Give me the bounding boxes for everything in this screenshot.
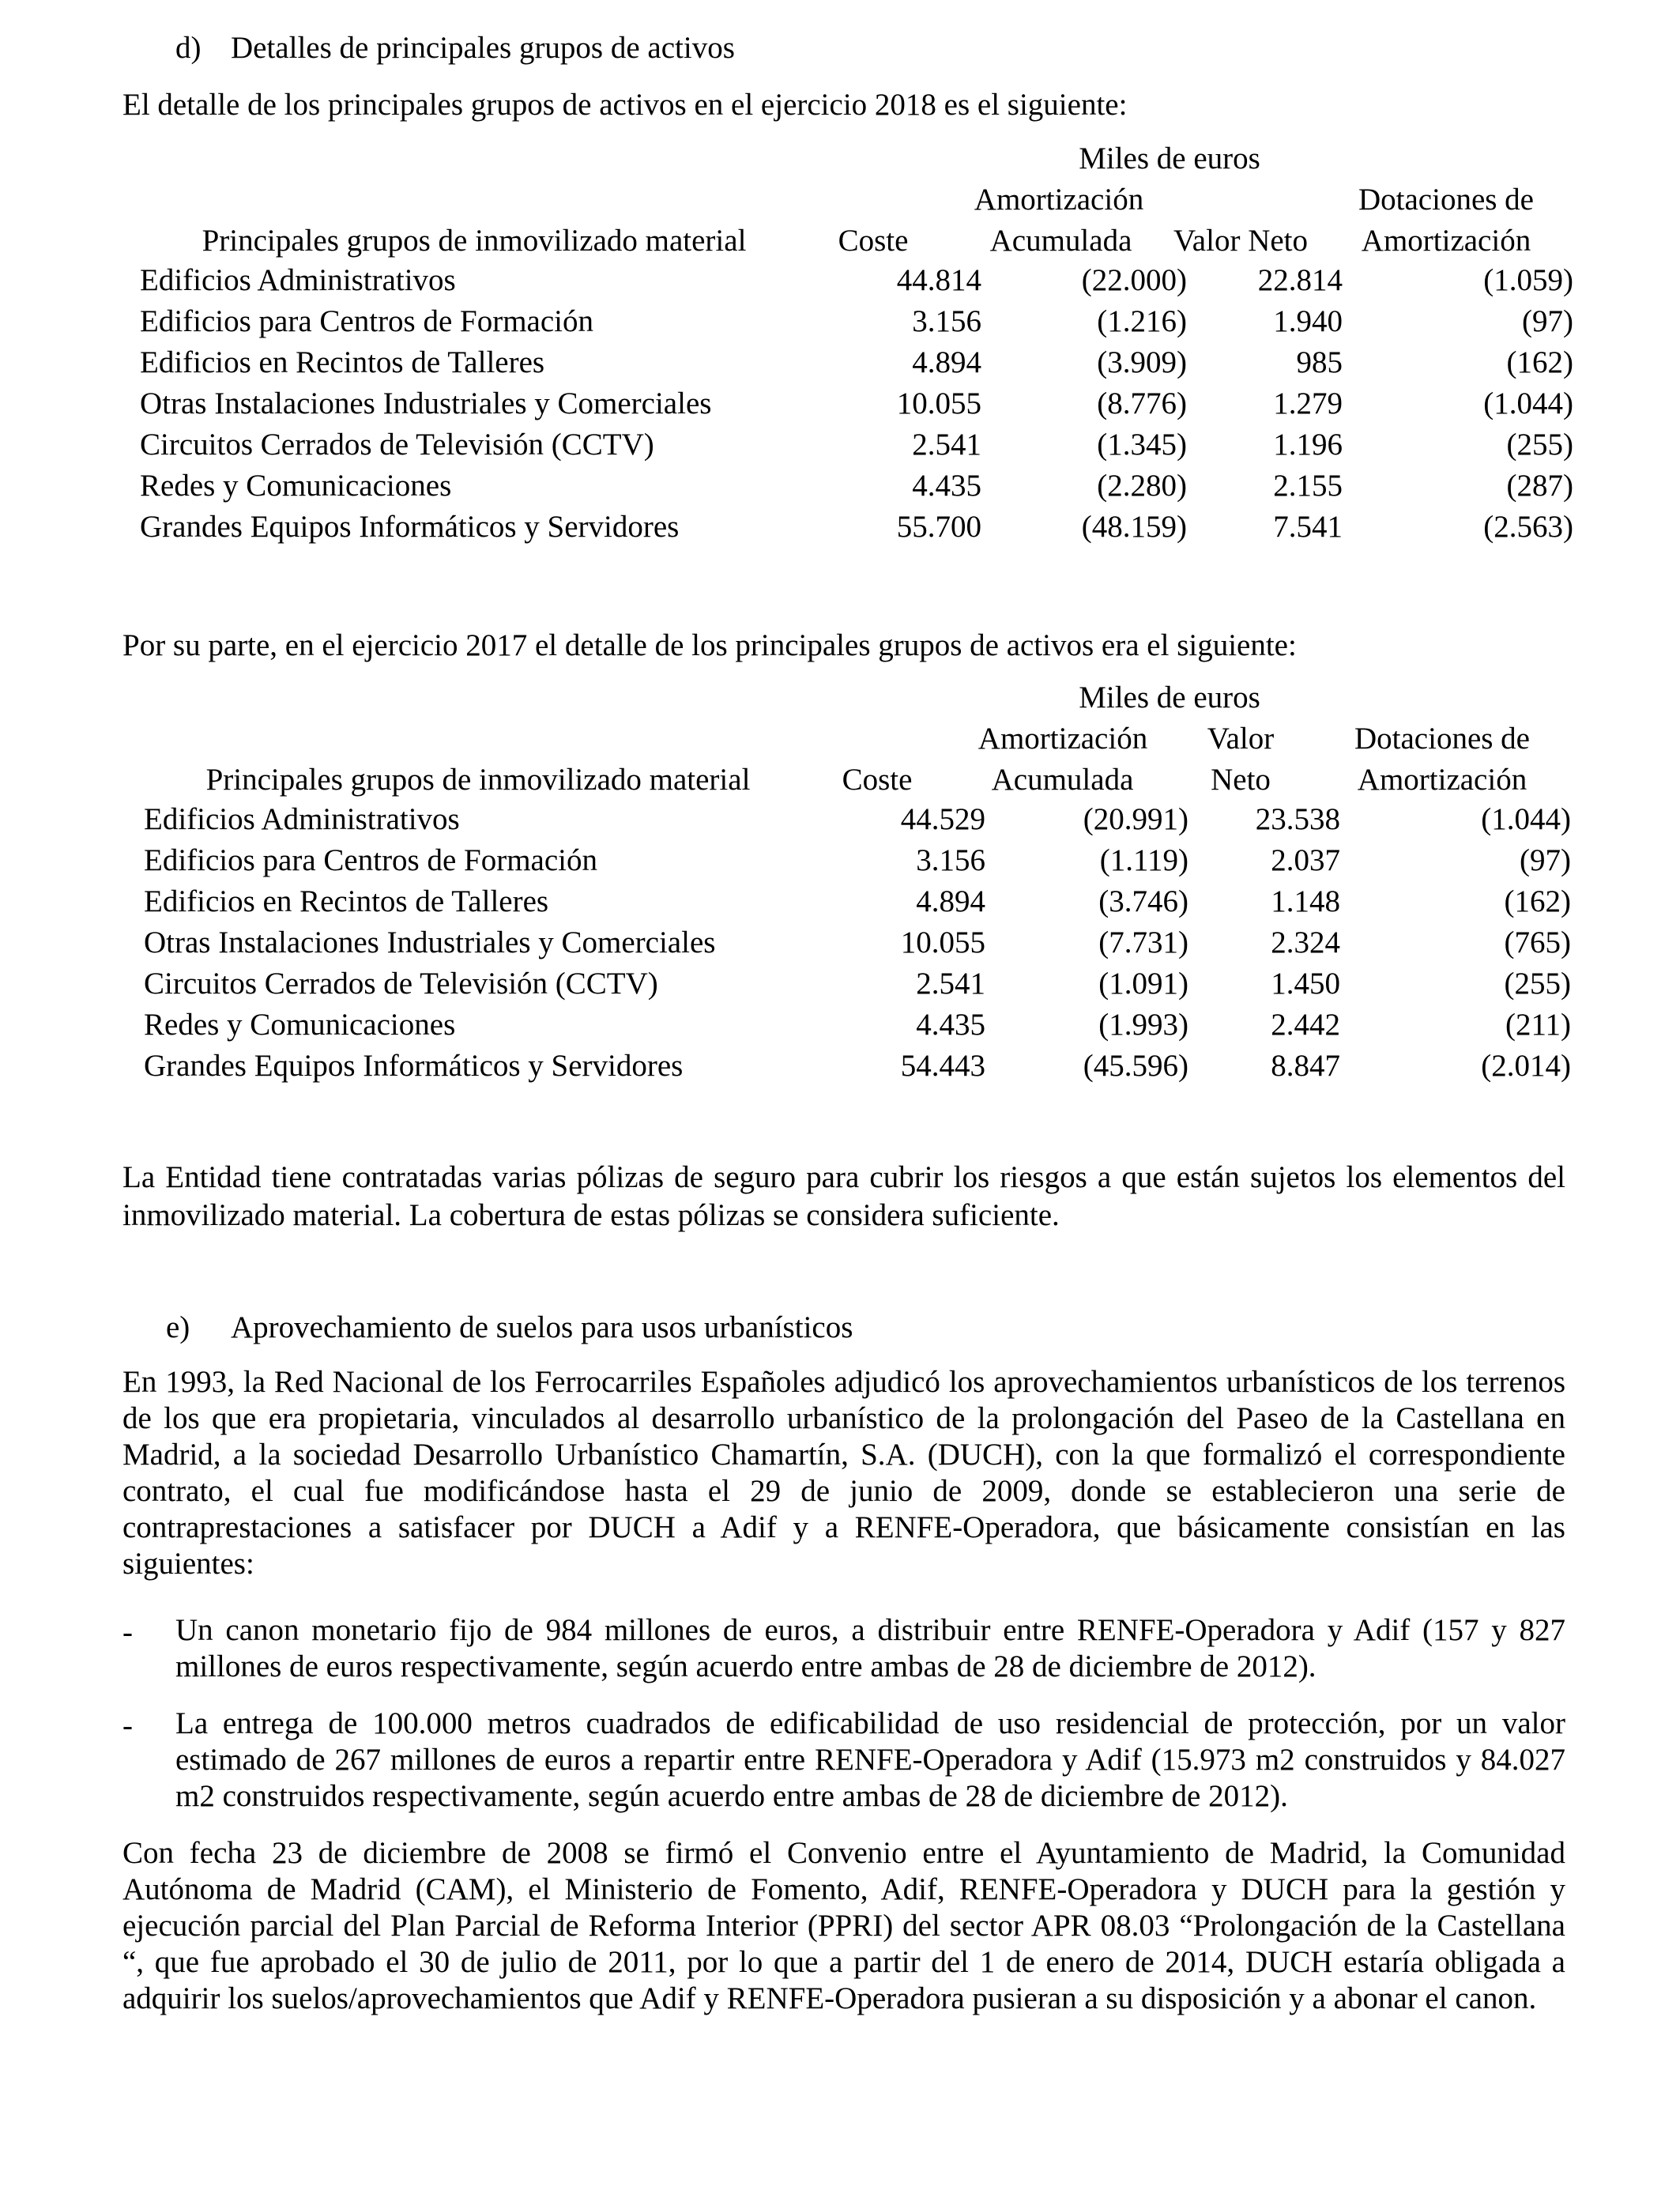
section-d-title: Detalles de principales grupos de activos	[231, 31, 735, 65]
cell-amort: (20.991)	[1083, 802, 1188, 836]
cell-neto: 23.538	[1255, 802, 1340, 836]
cell-dot: (1.059)	[1483, 263, 1573, 297]
row-label: Edificios para Centros de Formación	[144, 843, 598, 877]
cell-neto: 2.442	[1271, 1008, 1340, 1042]
cell-coste: 44.529	[900, 802, 985, 836]
table-2017-col3-line1: Amortización	[977, 722, 1148, 756]
table-row	[126, 1005, 1571, 1046]
section-e-title: Aprovechamiento de suelos para usos urbanísticos	[231, 1310, 853, 1344]
cell-amort: (22.000)	[1081, 263, 1187, 297]
cell-amort: (7.731)	[1098, 925, 1188, 959]
table-row	[126, 1046, 1571, 1087]
cell-dot: (2.014)	[1481, 1049, 1571, 1083]
cell-neto: 1.940	[1273, 304, 1343, 338]
table-row	[122, 260, 1573, 301]
table-row	[126, 799, 1571, 840]
table-row	[126, 840, 1571, 881]
cell-coste: 44.814	[896, 263, 981, 297]
table-2018-body	[122, 260, 1573, 548]
row-label: Redes y Comunicaciones	[144, 1008, 456, 1042]
table-row	[122, 424, 1573, 466]
row-label: Edificios para Centros de Formación	[140, 304, 594, 338]
cell-amort: (48.159)	[1081, 510, 1187, 544]
cell-neto: 1.450	[1271, 967, 1340, 1001]
table-2017-col4-line1: Valor	[1207, 722, 1275, 756]
row-label: Otras Instalaciones Industriales y Comerciales	[144, 925, 716, 959]
cell-dot: (162)	[1506, 345, 1573, 379]
table-2018-col2-header: Coste	[838, 224, 909, 258]
cell-amort: (1.993)	[1098, 1008, 1188, 1042]
table-2017-col1-header: Principales grupos de inmovilizado material	[205, 763, 751, 797]
cell-dot: (255)	[1506, 428, 1573, 462]
intro-2018: El detalle de los principales grupos de activos en el ejercicio 2018 es el siguiente:	[122, 88, 1128, 122]
row-label: Edificios en Recintos de Talleres	[140, 345, 545, 379]
bullet-2-text: La entrega de 100.000 metros cuadrados de edificabilidad de uso residencial de protección, por un valor estimado de 267 millones de euros a repartir entre RENFE-Operadora y Adif (15.973 m2 construidos y 84.027 m2 construidos respectivamente, según acuerdo entre ambas de 28 de diciembre de 2012).	[175, 1706, 1565, 1813]
row-label: Redes y Comunicaciones	[140, 469, 452, 503]
row-label: Circuitos Cerrados de Televisión (CCTV)	[140, 428, 654, 462]
cell-dot: (765)	[1504, 925, 1571, 959]
table-2018-unit: Miles de euros	[1079, 141, 1260, 175]
cell-coste: 4.435	[916, 1008, 985, 1042]
table-row	[126, 881, 1571, 922]
table-2017-body	[126, 799, 1571, 1087]
table-2017-col5-line1: Dotaciones de	[1354, 722, 1530, 756]
cell-amort: (1.216)	[1097, 304, 1187, 338]
cell-amort: (3.746)	[1098, 884, 1188, 918]
table-row	[122, 466, 1573, 507]
table-2018-col5-line2: Amortización	[1361, 224, 1531, 258]
cell-neto: 22.814	[1257, 263, 1343, 297]
cell-neto: 2.037	[1271, 843, 1340, 877]
bullet-2-dash: -	[122, 1709, 133, 1743]
cell-neto: 1.148	[1271, 884, 1340, 918]
row-label: Edificios en Recintos de Talleres	[144, 884, 549, 918]
cell-dot: (255)	[1504, 967, 1571, 1001]
table-row	[126, 922, 1571, 963]
cell-coste: 10.055	[896, 386, 981, 420]
table-row	[122, 383, 1573, 424]
cell-amort: (8.776)	[1097, 386, 1187, 420]
cell-neto: 1.279	[1273, 386, 1343, 420]
cell-amort: (45.596)	[1083, 1049, 1188, 1083]
section-e-paragraph-2: Con fecha 23 de diciembre de 2008 se firmó el Convenio entre el Ayuntamiento de Madrid, la Comunidad Autónoma de Madrid (CAM), el Ministerio de Fomento, Adif, RENFE-Operadora y DUCH para la gestión y ejecución parcial del Plan Parcial de Reforma Interior (PPRI) del sector APR 08.03 “Prolongación de la Castellana “, que fue aprobado el 30 de julio de 2011, por lo que a partir del 1 de enero de 2014, DUCH estaría obligada a adquirir los suelos/aprovechamientos que Adif y RENFE-Operadora pusieran a su disposición y a abonar el canon.	[122, 1836, 1565, 2015]
cell-coste: 2.541	[912, 428, 981, 462]
row-label: Edificios Administrativos	[144, 802, 460, 836]
cell-dot: (97)	[1522, 304, 1573, 338]
row-label: Otras Instalaciones Industriales y Comerciales	[140, 386, 712, 420]
section-d-letter: d)	[175, 31, 202, 65]
cell-dot: (1.044)	[1483, 386, 1573, 420]
table-2018-col5-line1: Dotaciones de	[1358, 183, 1534, 217]
cell-coste: 4.894	[916, 884, 985, 918]
section-e-letter: e)	[166, 1310, 190, 1344]
cell-amort: (1.345)	[1097, 428, 1187, 462]
cell-coste: 2.541	[916, 967, 985, 1001]
row-label: Grandes Equipos Informáticos y Servidores	[144, 1049, 684, 1083]
cell-dot: (287)	[1506, 469, 1573, 503]
table-2017-col3-line2: Acumulada	[991, 763, 1134, 797]
table-2018-col1-header: Principales grupos de inmovilizado material	[202, 224, 747, 258]
table-2017-col4-line2: Neto	[1211, 763, 1271, 797]
cell-dot: (211)	[1505, 1008, 1571, 1042]
cell-amort: (1.119)	[1099, 843, 1188, 877]
cell-coste: 10.055	[900, 925, 985, 959]
table-2017-col5-line2: Amortización	[1357, 763, 1527, 797]
cell-dot: (1.044)	[1481, 802, 1571, 836]
table-2018-col4-header: Valor Neto	[1173, 224, 1309, 258]
cell-neto: 8.847	[1271, 1049, 1340, 1083]
bullet-1-text: Un canon monetario fijo de 984 millones de euros, a distribuir entre RENFE-Operadora y Adif (157 y 827 millones de euros respectivamente, según acuerdo entre ambas de 28 de diciembre de 2012).	[175, 1613, 1565, 1683]
cell-coste: 55.700	[896, 510, 981, 544]
cell-coste: 3.156	[912, 304, 981, 338]
cell-amort: (2.280)	[1097, 469, 1187, 503]
intro-2017: Por su parte, en el ejercicio 2017 el detalle de los principales grupos de activos era el siguiente:	[122, 628, 1297, 662]
table-2017-unit: Miles de euros	[1079, 680, 1260, 714]
cell-amort: (1.091)	[1098, 967, 1188, 1001]
section-e-paragraph-1: En 1993, la Red Nacional de los Ferrocarriles Españoles adjudicó los aprovechamientos urbanísticos de los terrenos de los que era propietaria, vinculados al desarrollo urbanístico de la prolongación del Paseo de la Castellana en Madrid, a la sociedad Desarrollo Urbanístico Chamartín, S.A. (DUCH), con la que formalizó el correspondiente contrato, el cual fue modificándose hasta el 29 de junio de 2009, donde se establecieron una serie de contraprestaciones a satisfacer por DUCH a Adif y a RENFE-Operadora, que básicamente consistían en las siguientes:	[122, 1365, 1565, 1581]
cell-amort: (3.909)	[1097, 345, 1187, 379]
cell-coste: 4.894	[912, 345, 981, 379]
cell-coste: 4.435	[912, 469, 981, 503]
cell-neto: 1.196	[1273, 428, 1343, 462]
cell-coste: 54.443	[900, 1049, 985, 1083]
table-2018-col3-line1: Amortización	[974, 183, 1144, 217]
cell-dot: (162)	[1504, 884, 1571, 918]
cell-neto: 985	[1296, 345, 1343, 379]
table-row	[122, 342, 1573, 383]
cell-dot: (2.563)	[1483, 510, 1573, 544]
cell-coste: 3.156	[916, 843, 985, 877]
cell-neto: 7.541	[1273, 510, 1343, 544]
cell-dot: (97)	[1520, 843, 1571, 877]
row-label: Edificios Administrativos	[140, 263, 456, 297]
table-2017-col2-header: Coste	[842, 763, 913, 797]
cell-neto: 2.324	[1271, 925, 1340, 959]
table-row	[126, 963, 1571, 1005]
row-label: Circuitos Cerrados de Televisión (CCTV)	[144, 967, 658, 1001]
cell-neto: 2.155	[1273, 469, 1343, 503]
bullet-1-dash: -	[122, 1615, 133, 1649]
insurance-paragraph: La Entidad tiene contratadas varias pólizas de seguro para cubrir los riesgos a que están sujetos los elementos del inmovilizado material. La cobertura de estas pólizas se considera suficiente.	[122, 1160, 1565, 1232]
table-row	[122, 507, 1573, 548]
table-row	[122, 301, 1573, 342]
row-label: Grandes Equipos Informáticos y Servidores	[140, 510, 680, 544]
table-2018-col3-line2: Acumulada	[989, 224, 1132, 258]
